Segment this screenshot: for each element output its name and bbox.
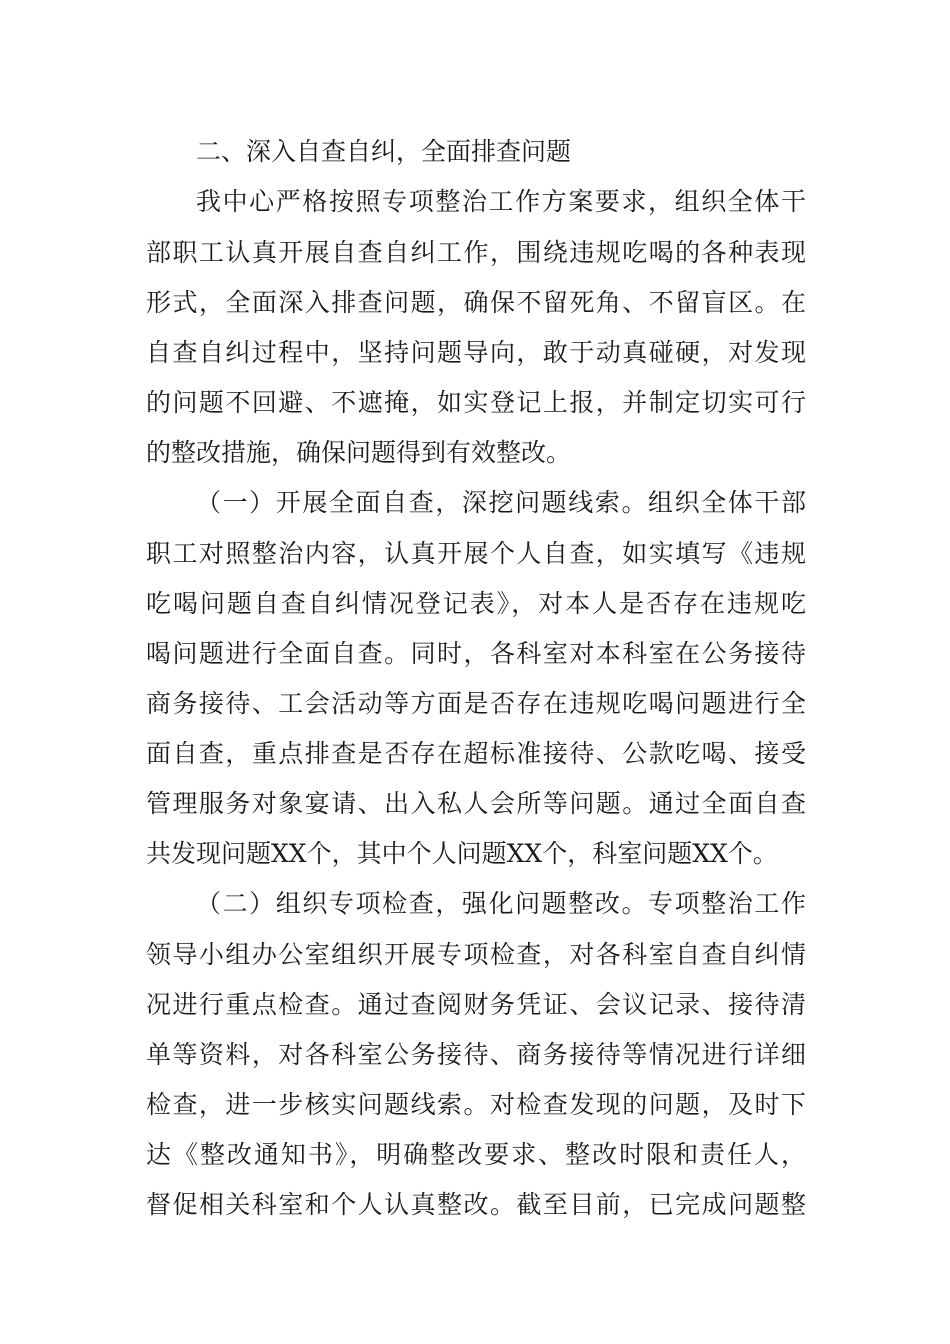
paragraph-3-line-5: 检查，进一步核实问题线索。对检查发现的问题，及时下	[146, 1090, 806, 1119]
paragraph-2-line-3: 吃喝问题自查自纠情况登记表》，对本人是否存在违规吃	[146, 589, 806, 618]
paragraph-2-line-8: 共发现问题XX个，其中个人问题XX个，科室问题XX个。	[146, 839, 778, 868]
paragraph-2-line-7: 管理服务对象宴请、出入私人会所等问题。通过全面自查	[146, 789, 806, 818]
paragraph-1-line-5: 的问题不回避、不遮掩，如实登记上报，并制定切实可行	[146, 388, 806, 417]
paragraph-3-line-2: 领导小组办公室组织开展专项检查，对各科室自查自纠情	[146, 940, 806, 969]
paragraph-1-line-3: 形式，全面深入排查问题，确保不留死角、不留盲区。在	[146, 288, 806, 317]
paragraph-2-line-2: 职工对照整治内容，认真开展个人自查，如实填写《违规	[146, 539, 806, 568]
paragraph-3-line-1: （二）组织专项检查，强化问题整改。专项整治工作	[196, 889, 806, 918]
paragraph-1-line-2: 部职工认真开展自查自纠工作，围绕违规吃喝的各种表现	[146, 238, 806, 267]
paragraph-1-line-1: 我中心严格按照专项整治工作方案要求，组织全体干	[196, 187, 806, 216]
paragraph-2-line-6: 面自查，重点排查是否存在超标准接待、公款吃喝、接受	[146, 739, 806, 768]
paragraph-3-line-6: 达《整改通知书》，明确整改要求、整改时限和责任人，	[146, 1140, 806, 1169]
paragraph-1-line-4: 自查自纠过程中，坚持问题导向，敢于动真碰硬，对发现	[146, 338, 806, 367]
paragraph-2-line-5: 商务接待、工会活动等方面是否存在违规吃喝问题进行全	[146, 689, 806, 718]
paragraph-3-line-7: 督促相关科室和个人认真整改。截至目前，已完成问题整	[146, 1190, 806, 1219]
section-heading: 二、深入自查自纠，全面排查问题	[196, 137, 572, 166]
paragraph-2-line-4: 喝问题进行全面自查。同时，各科室对本科室在公务接待	[146, 639, 806, 668]
paragraph-3-line-4: 单等资料，对各科室公务接待、商务接待等情况进行详细	[146, 1040, 806, 1069]
paragraph-2-line-1: （一）开展全面自查，深挖问题线索。组织全体干部	[196, 488, 806, 517]
paragraph-3-line-3: 况进行重点检查。通过查阅财务凭证、会议记录、接待清	[146, 990, 806, 1019]
paragraph-1-line-6: 的整改措施，确保问题得到有效整改。	[146, 438, 572, 467]
